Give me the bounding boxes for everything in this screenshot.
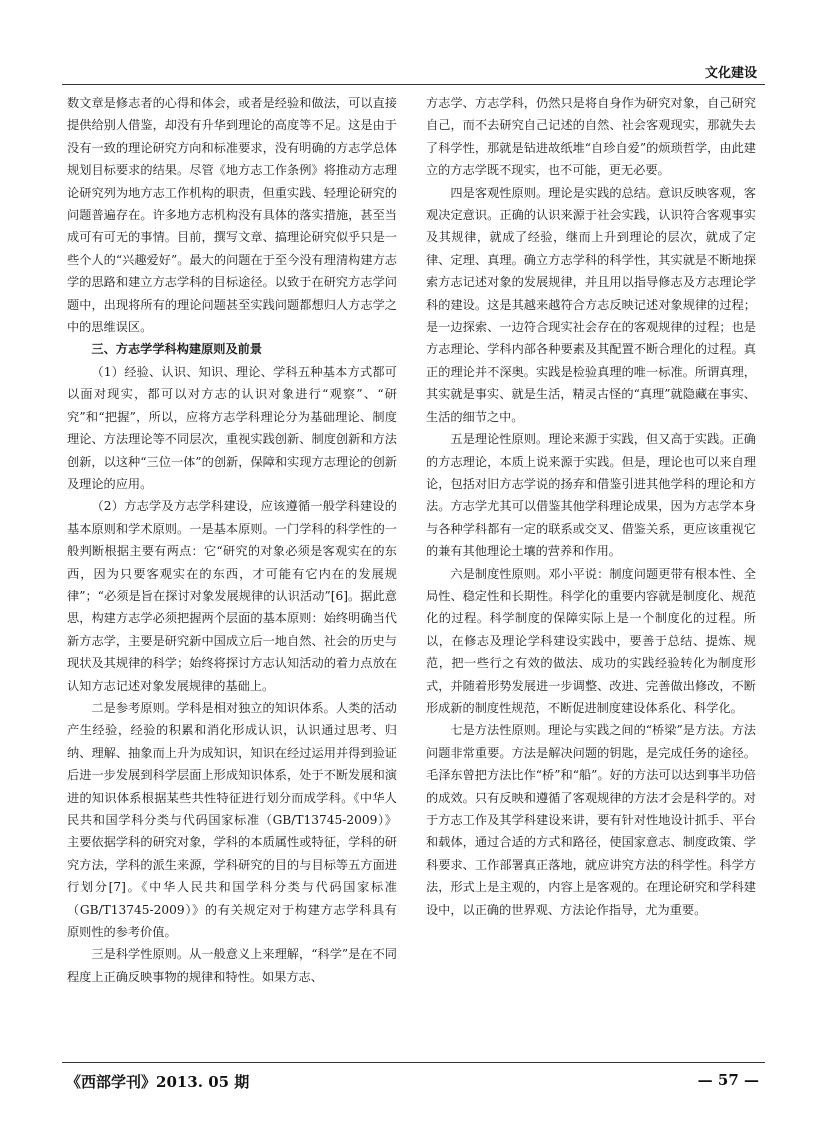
paragraph: 三是科学性原则。从一般意义上来理解，“科学”是在不同程度上正确反映事物的规律和特性。如果方志、 bbox=[67, 947, 397, 984]
header-divider bbox=[62, 84, 765, 85]
section-heading: 三、方志学学科构建原则及前景 bbox=[91, 342, 263, 357]
journal-issue: 《西部学刊》2013. 05 期 bbox=[66, 1073, 250, 1091]
paragraph: （1）经验、认识、知识、理论、学科五种基本方式都可以面对现实，都可以对方志的认识对象进行“观察”、“研究”和“把握”，所以，应将方志学科理论分为基础理论、制度理论、方法理论等不同层次，重视实践创新、制度创新和方法创新，以这种“三位一体”的创新，保障和实现方志理论的创新及理论的应用。 bbox=[67, 364, 397, 491]
paragraph: 方志学、方志学科，仍然只是将自身作为研究对象，自己研究自己，而不去研究自己记述的自然、社会客观现实，那就失去了科学性，那就是钻进故纸堆“自珍自爱”的烦琐哲学，由此建立的方志学既不现实，也不可能，更无必要。 bbox=[426, 96, 756, 178]
left-column bbox=[67, 92, 397, 988]
page-number: — 57 — bbox=[697, 1071, 759, 1089]
paragraph: 五是理论性原则。理论来源于实践，但又高于实践。正确的方志理论，本质上说来源于实践。但是，理论也可以来自理论，包括对旧方志学说的扬弃和借鉴引进其他学科的理论和方法。方志学尤其可以借鉴其他学科理论成果，因为方志学本身与各种学科都有一定的联系或交叉、借鉴关系，更应该重视它的兼有其他理论土壤的营养和作用。 bbox=[426, 432, 756, 559]
paragraph: 数文章是修志者的心得和体会，或者是经验和做法，可以直接提供给别人借鉴，却没有升华到理论的高度等不足。这是由于没有一致的理论研究方向和标准要求，没有明确的方志学总体规划目标要求的结果。尽管《地方志工作条例》将推动方志理论研究列为地方志工作机构的职责，但重实践、轻理论研究的问题普遍存在。许多地方志机构没有具体的落实措施，甚至当成可有可无的事情。目前，撰写文章、搞理论研究似乎只是一些个人的“兴趣爱好”。最大的问题在于至今没有理清构建方志学的思路和建立方志学科的目标途径。以致于在研究方志学问题中，出现将所有的理论问题甚至实践问题都想归人方志学之中的思维误区。 bbox=[67, 96, 397, 335]
paragraph: （2）方志学及方志学科建设，应该遵循一般学科建设的基本原则和学术原则。一是基本原则。一门学科的科学性的一般判断根据主要有两点：它“研究的对象必须是客观实在的东西，因为只要客观实在的东西，才可能有它内在的发展规律”；“必须是旨在探讨对象发展规律的认识活动”[6]。据此意思，构建方志学必须把握两个层面的基本原则：始终明确当代新方志学，主要是研究新中国成立后一地自然、社会的历史与现状及其规律的科学；始终将探讨方志认知活动的着力点放在认知方志记述对象发展规律的基础上。 bbox=[67, 499, 397, 693]
footer-divider bbox=[62, 1062, 765, 1063]
right-column bbox=[426, 92, 756, 921]
section-title: 文化建设 bbox=[704, 66, 757, 81]
paragraph: 七是方法性原则。理论与实践之间的“桥梁”是方法。方法问题非常重要。方法是解决问题的钥匙，是完成任务的途径。毛泽东曾把方法比作“桥”和“船”。好的方法可以达到事半功倍的成效。只有反映和遵循了客观规律的方法才会是科学的。对于方志工作及其学科建设来讲，要有针对性地设计抓手、平台和载体，通过合适的方式和路径，使国家意志、制度政策、学科要求、工作部署真正落地，就应讲究方法的科学性。科学方法，形式上是主观的，内容上是客观的。在理论研究和学科建设中，以正确的世界观、方法论作指导，尤为重要。 bbox=[426, 723, 756, 917]
paragraph: 四是客观性原则。理论是实践的总结。意识反映客观，客观决定意识。正确的认识来源于社会实践，认识符合客观事实及其规律，就成了经验，继而上升到理论的层次，就成了定律、定理、真理。确立方志学科的科学性，其实就是不断地探索方志记述对象的发展规律，并且用以指导修志及方志理论学科的建设。这是其越来越符合方志反映记述对象规律的过程；是一边探索、一边符合现实社会存在的客观规律的过程；也是方志理论、学科内部各种要素及其配置不断合理化的过程。真正的理论并不深奥。实践是检验真理的唯一标准。所谓真理，其实就是事实、就是生活，精灵古怪的“真理”就隐藏在事实、生活的细节之中。 bbox=[426, 185, 756, 424]
paragraph: 二是参考原则。学科是相对独立的知识体系。人类的活动产生经验，经验的积累和消化形成认识，认识通过思考、归纳、理解、抽象而上升为成知识，知识在经过运用并得到验证后进一步发展到科学层面上形成知识体系，处于不断发展和演进的知识体系根据某些共性特征进行划分而成学科。《中华人民共和国学科分类与代码国家标准（GB/T13745-2009）》主要依据学科的研究对象，学科的本质属性或特征，学科的研究方法，学科的派生来源，学科研究的目的与目标等五方面进行划分[7]。《中华人民共和国学科分类与代码国家标准（GB/T13745-2009）》的有关规定对于构建方志学科具有原则性的参考价值。 bbox=[67, 700, 397, 940]
paragraph: 六是制度性原则。邓小平说：制度问题更带有根本性、全局性、稳定性和长期性。科学化的重要内容就是制度化、规范化的过程。科学制度的保障实际上是一个制度化的过程。所以，在修志及理论学科建设实践中，要善于总结、提炼、规范，把一些行之有效的做法、成功的实践经验转化为制度形式，并随着形势发展进一步调整、改进、完善做出修改，不断形成新的制度性规范，不断促进制度建设体系化、科学化。 bbox=[426, 566, 756, 715]
